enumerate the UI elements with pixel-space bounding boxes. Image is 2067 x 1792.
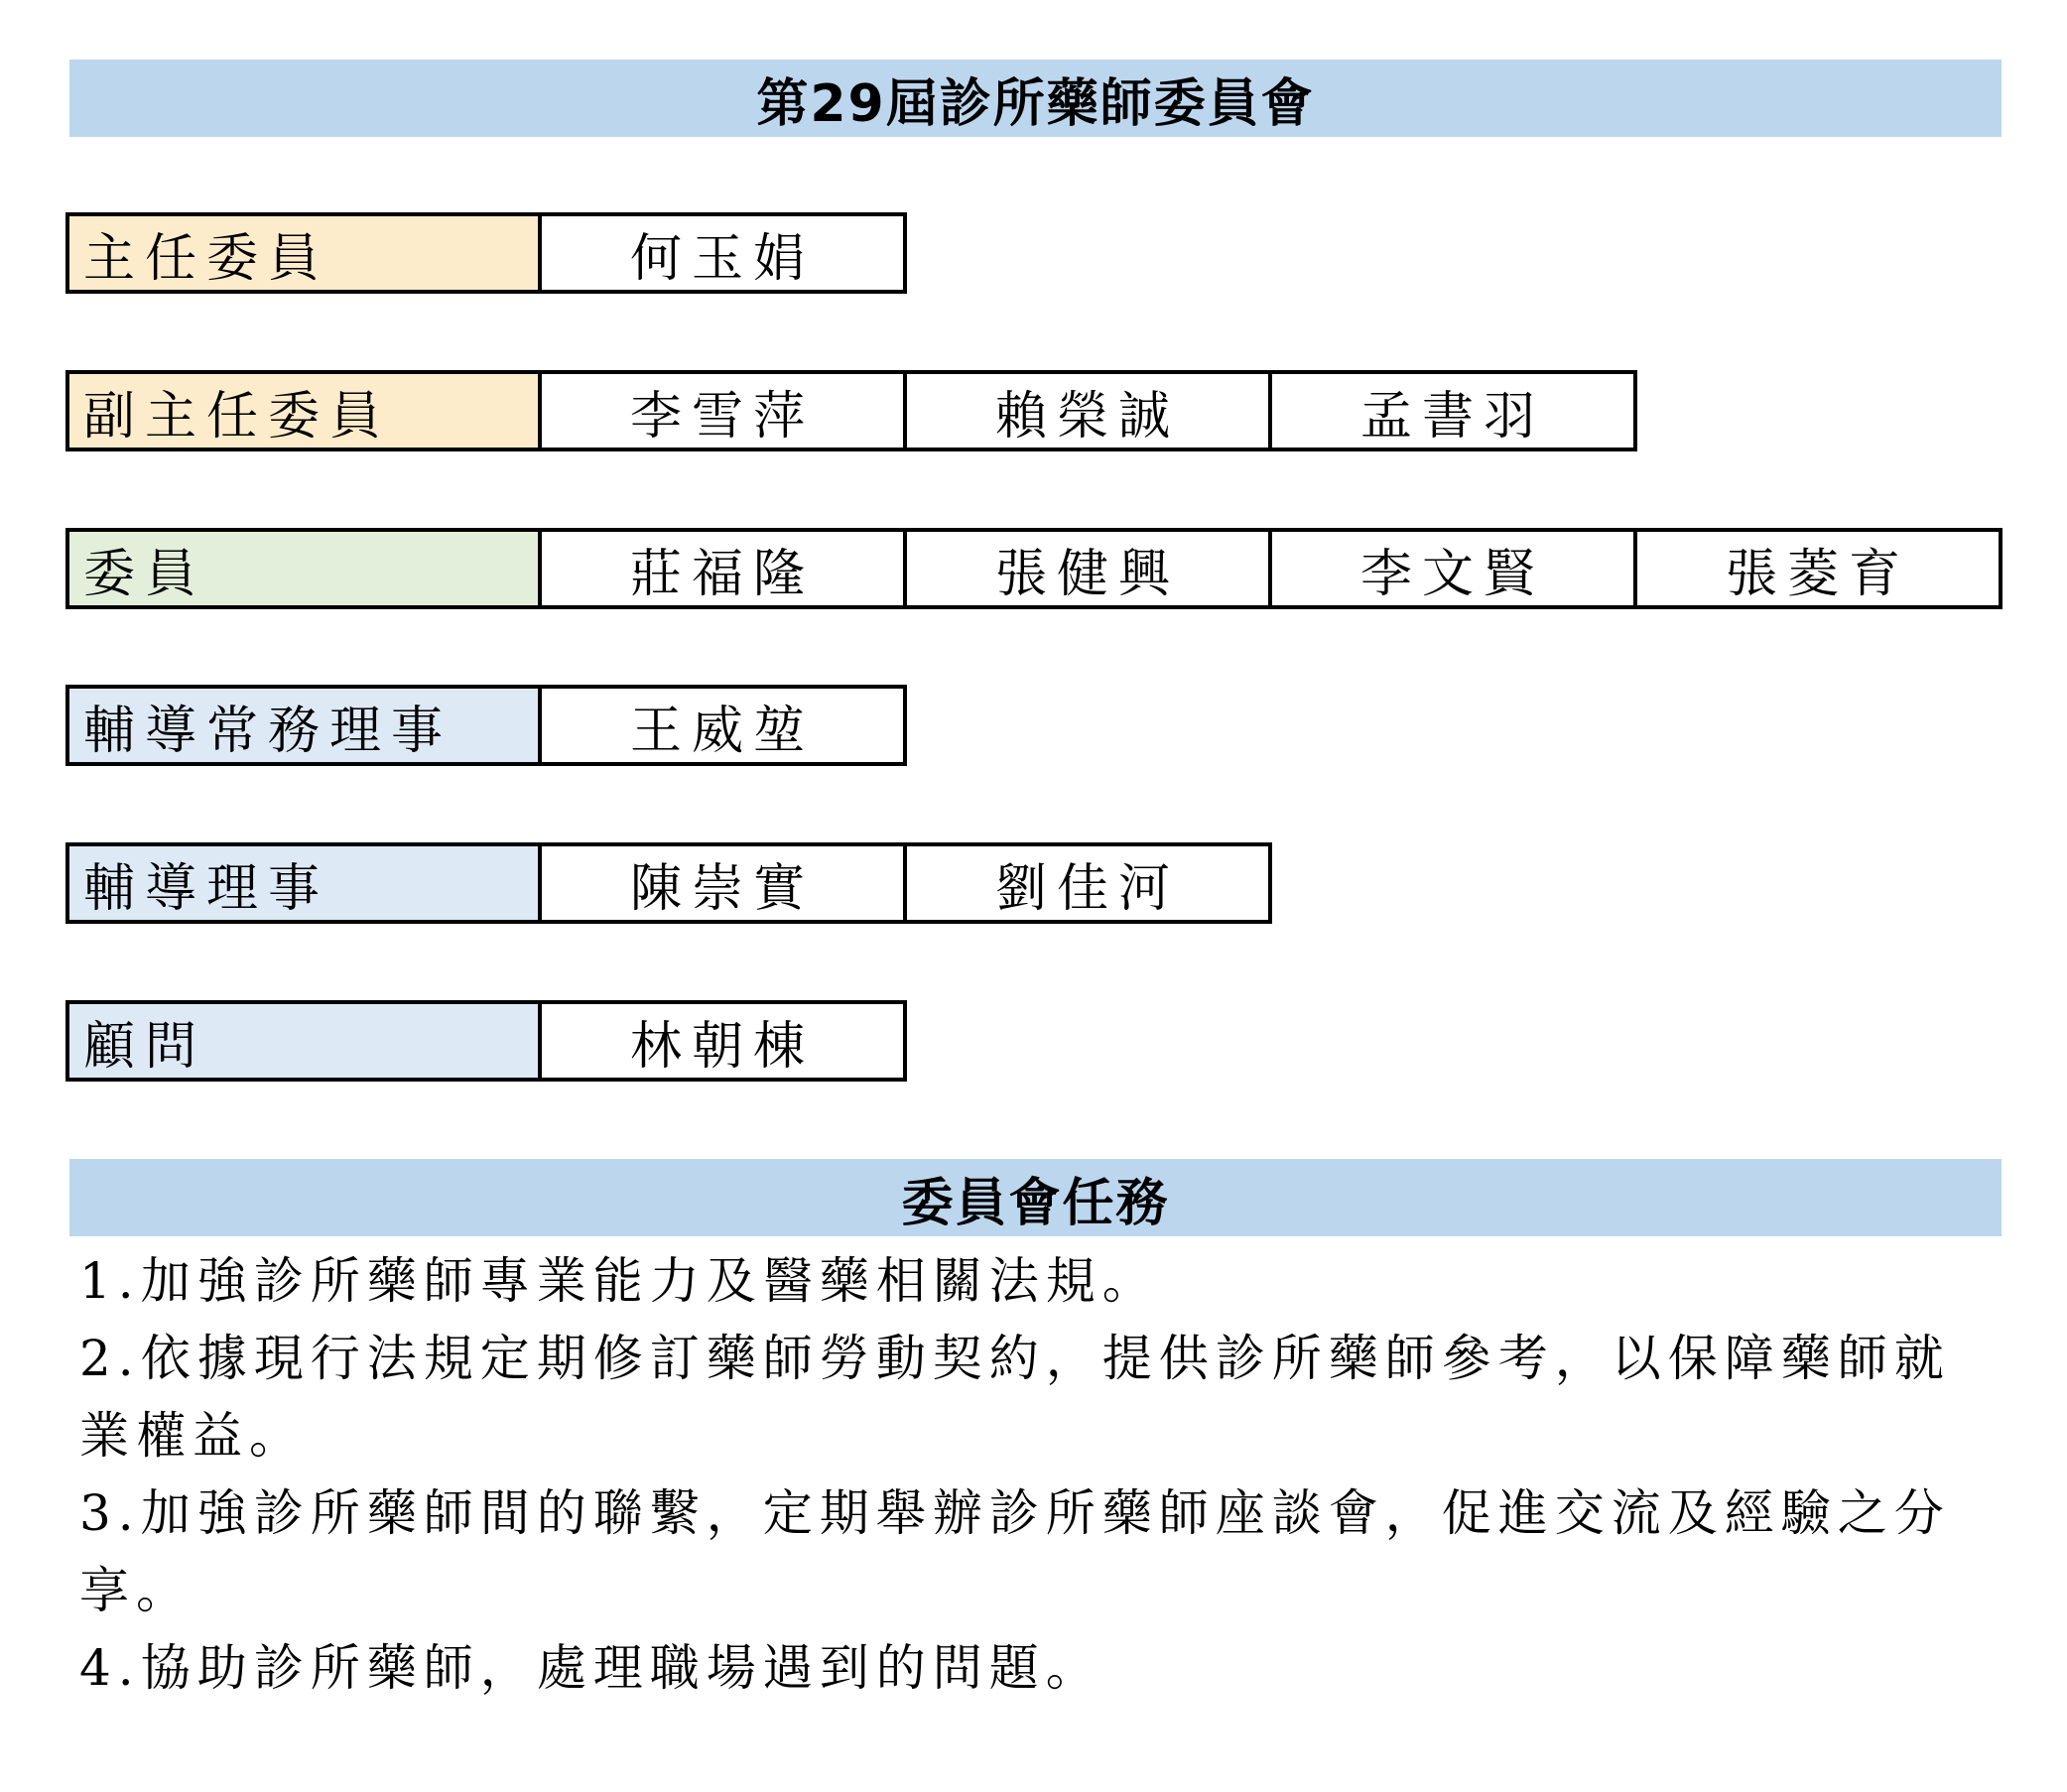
mission-item: 2.依據現行法規定期修訂藥師勞動契約，提供診所藥師參考，以保障藥師就業權益。 xyxy=(79,1330,1951,1465)
mission-item: 1.加強診所藥師專業能力及醫藥相關法規。 xyxy=(79,1252,1159,1310)
member-name: 李雪萍 xyxy=(538,370,907,451)
mission-item: 3.加強診所藥師間的聯繫，定期舉辦診所藥師座談會，促進交流及經驗之分享。 xyxy=(79,1484,1951,1619)
member-name: 何玉娟 xyxy=(538,212,907,294)
role-label: 顧問 xyxy=(65,1000,542,1082)
mission-list xyxy=(79,1242,1965,1707)
member-name: 李文賢 xyxy=(1268,528,1637,609)
mission-item: 4.協助診所藥師，處理職場遇到的問題。 xyxy=(79,1639,1102,1697)
member-name: 賴榮誠 xyxy=(903,370,1272,451)
role-label: 副主任委員 xyxy=(65,370,542,451)
role-row-managing-director xyxy=(65,685,907,766)
role-label: 輔導理事 xyxy=(65,842,542,924)
member-name: 莊福隆 xyxy=(538,528,907,609)
role-row-director xyxy=(65,842,1272,924)
committee-title-text: 第29屆診所藥師委員會 xyxy=(756,73,1315,134)
mission-heading-text: 委員會任務 xyxy=(901,1173,1170,1233)
member-name: 林朝棟 xyxy=(538,1000,907,1082)
role-label: 輔導常務理事 xyxy=(65,685,542,766)
mission-heading xyxy=(69,1159,2002,1236)
role-row-advisor xyxy=(65,1000,907,1082)
role-row-members xyxy=(65,528,2002,609)
member-name: 陳崇實 xyxy=(538,842,907,924)
member-name: 張健興 xyxy=(903,528,1272,609)
role-label: 主任委員 xyxy=(65,212,542,294)
member-name: 劉佳河 xyxy=(903,842,1272,924)
member-name: 孟書羽 xyxy=(1268,370,1637,451)
member-name: 張菱育 xyxy=(1633,528,2002,609)
role-label: 委員 xyxy=(65,528,542,609)
member-name: 王威堃 xyxy=(538,685,907,766)
role-row-vice-chair xyxy=(65,370,1637,451)
committee-title xyxy=(69,60,2002,137)
role-row-chair xyxy=(65,212,907,294)
